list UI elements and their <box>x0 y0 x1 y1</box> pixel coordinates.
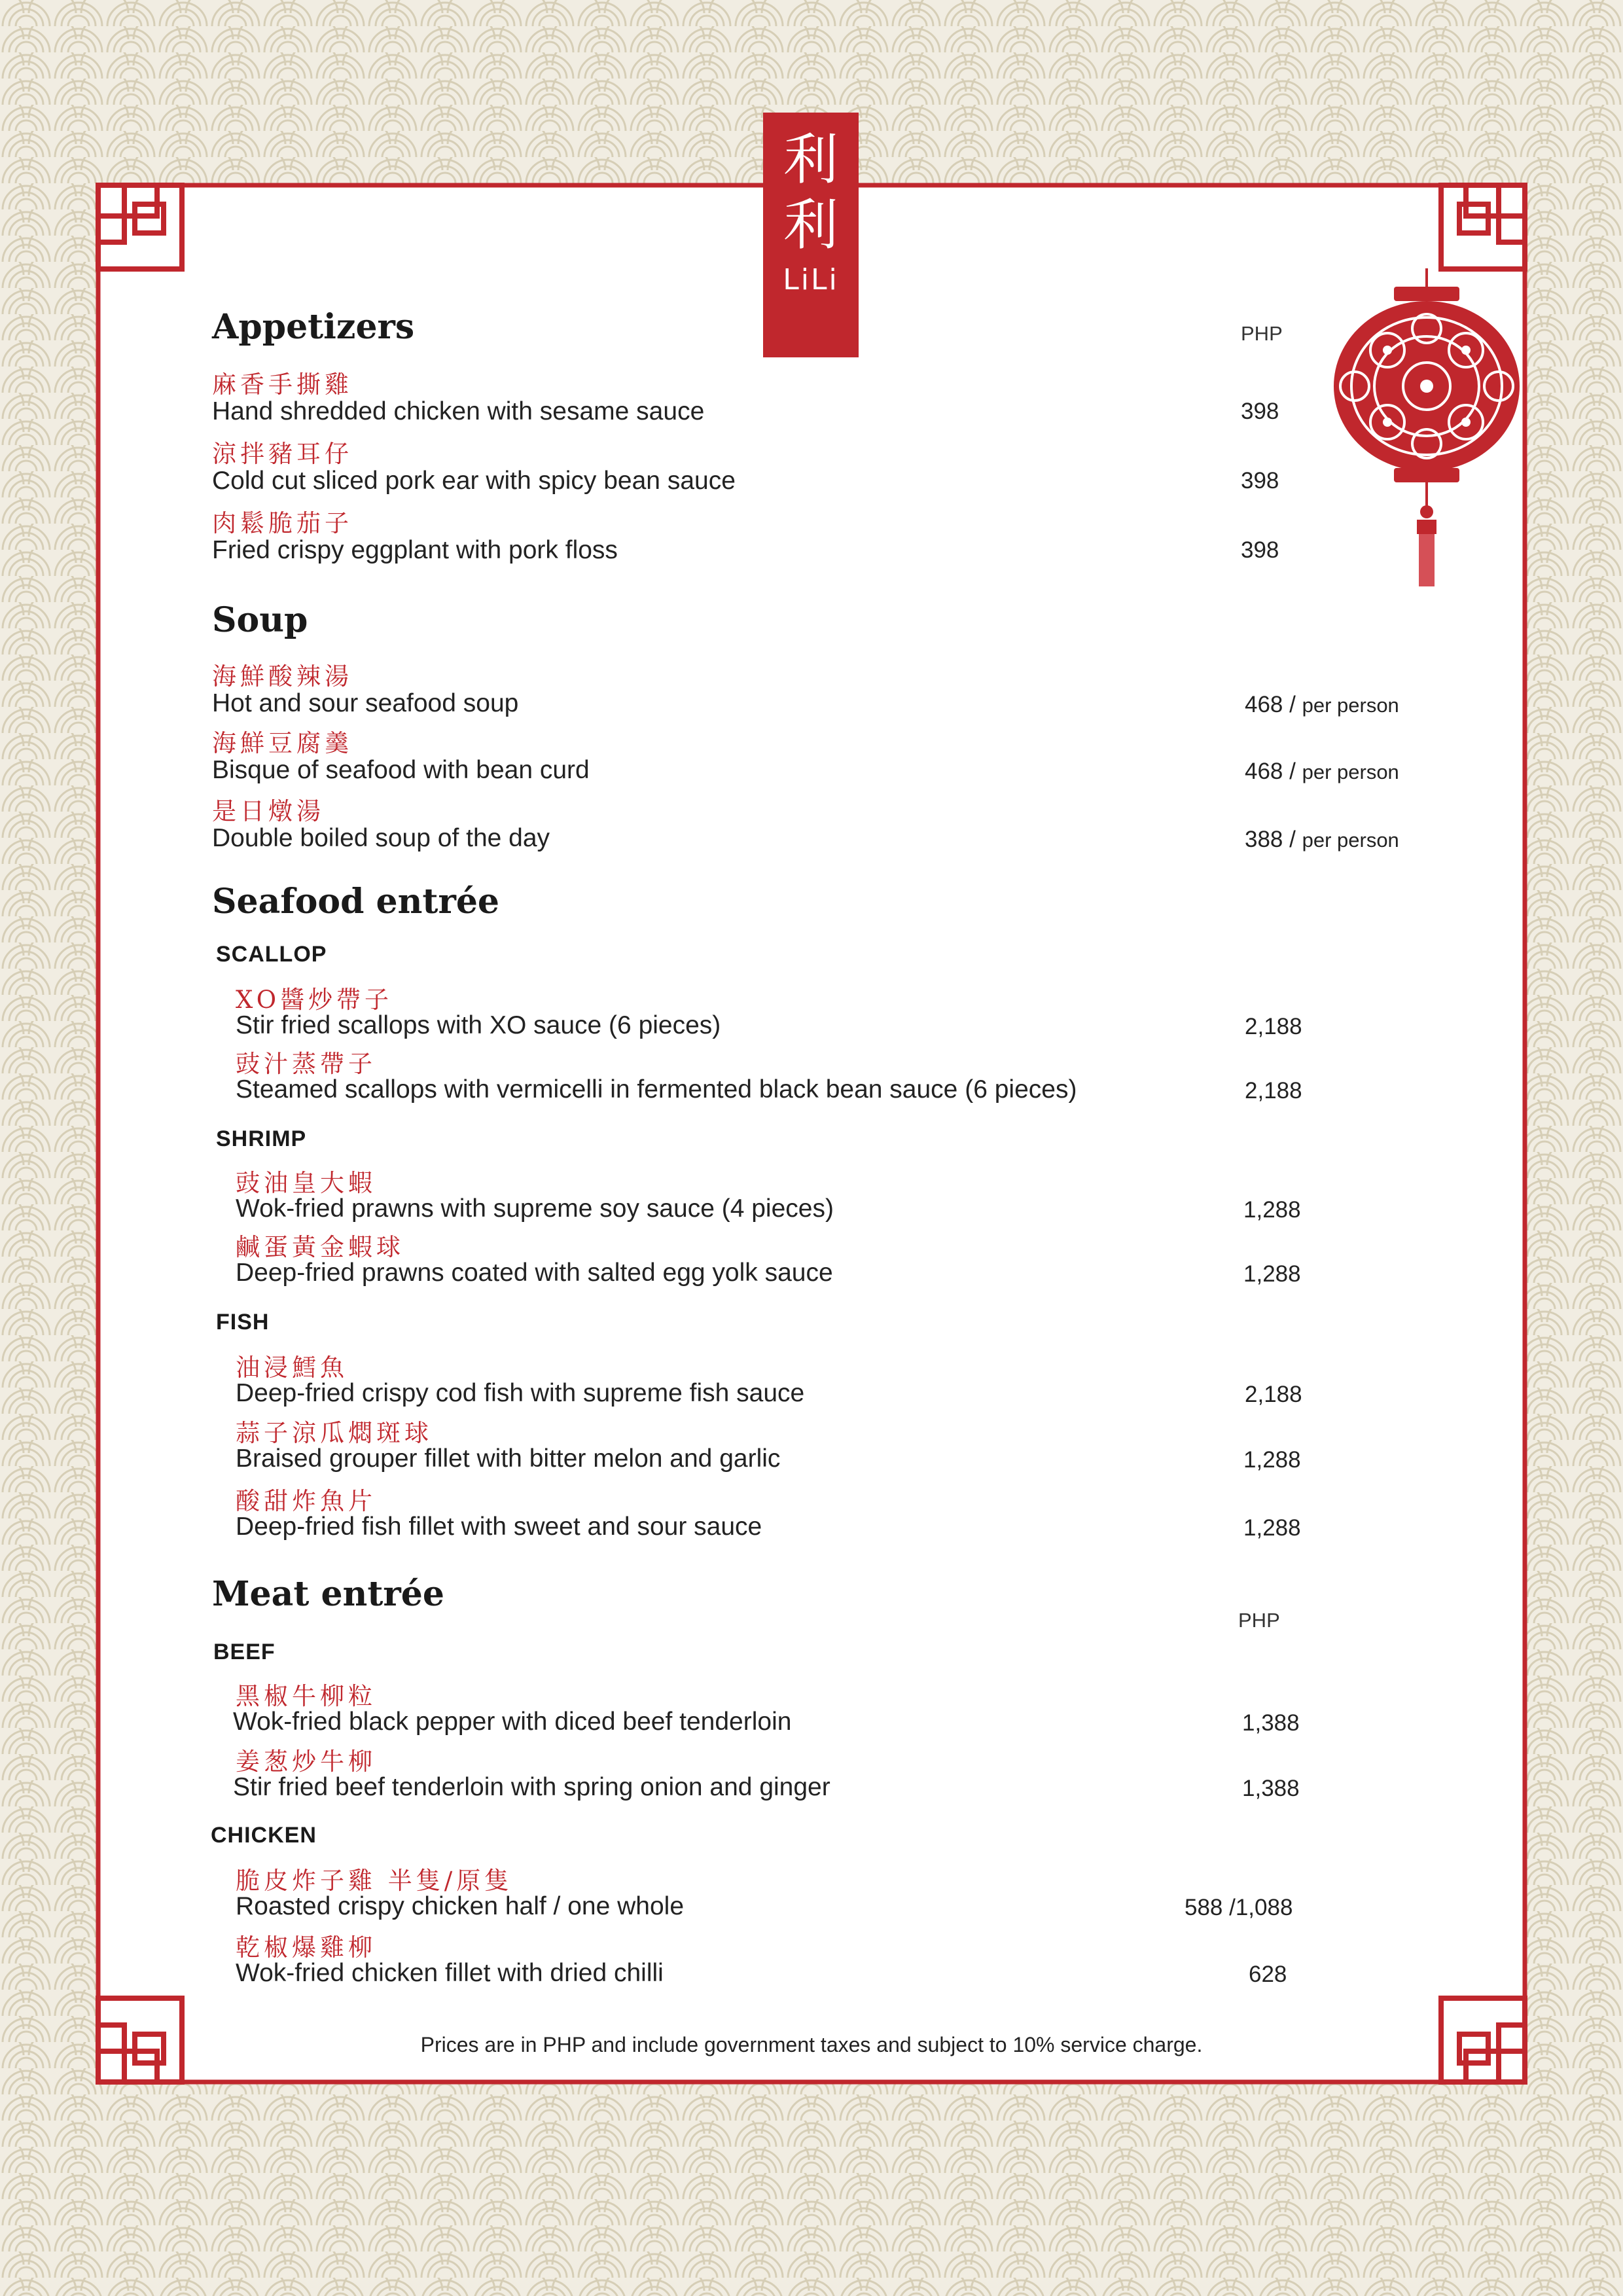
dish-english-name: Deep-fried crispy cod fish with supreme fish sauce <box>236 1379 805 1407</box>
dish-chinese-name: 鹹蛋黃金蝦球 <box>236 1233 404 1261</box>
dish-english-name: Wok-fried chicken fillet with dried chilli <box>236 1959 664 1987</box>
dish-chinese-name: 姜葱炒牛柳 <box>236 1748 376 1776</box>
dish-price: 1,288 <box>1243 1447 1301 1473</box>
lantern-icon <box>1329 268 1525 596</box>
brand-logo <box>763 113 859 357</box>
dish-chinese-name: 豉汁蒸帶子 <box>236 1050 376 1078</box>
section-title-soup: Soup <box>212 600 308 640</box>
subsection-title-scallop: SCALLOP <box>216 942 327 967</box>
dish-english-name: Deep-fried fish fillet with sweet and sour sauce <box>236 1513 762 1541</box>
dish-chinese-name: 黑椒牛柳粒 <box>236 1682 376 1710</box>
dish-chinese-name: 涼拌豬耳仔 <box>212 440 353 468</box>
dish-chinese-name: 油浸鱈魚 <box>236 1354 348 1382</box>
subsection-title-fish: FISH <box>216 1310 270 1335</box>
dish-english-name: Stir fried scallops with XO sauce (6 pieces) <box>236 1011 721 1039</box>
dish-price: 398 <box>1241 399 1279 424</box>
dish-price: 1,288 <box>1243 1197 1301 1223</box>
dish-price: 388 <box>1245 827 1283 852</box>
price-disclaimer: Prices are in PHP and include government taxes and subject to 10% service charge. <box>420 2033 1203 2056</box>
dish-price: 2,188 <box>1245 1382 1302 1407</box>
dish-price-per-person: 388 / per person <box>1245 827 1399 852</box>
dish-english-name: Bisque of seafood with bean curd <box>212 756 590 784</box>
dish-chinese-name: 脆皮炸子雞 半隻/原隻 <box>236 1867 513 1895</box>
logo-chinese-char-2: 利 <box>783 193 838 257</box>
dish-english-name: Braised grouper fillet with bitter melon and garlic <box>236 1444 781 1473</box>
dish-price: 1,388 <box>1242 1776 1300 1801</box>
section-title-seafood: Seafood entrée <box>212 882 500 922</box>
dish-chinese-name: XO醬炒帶子 <box>236 986 393 1014</box>
logo-name: LiLi <box>783 263 839 296</box>
currency-label: PHP <box>1241 322 1283 345</box>
dish-price: 398 <box>1241 537 1279 563</box>
dish-chinese-name: 是日燉湯 <box>212 797 325 825</box>
dish-english-name: Hot and sour seafood soup <box>212 689 519 717</box>
dish-price: 468 <box>1245 692 1283 717</box>
subsection-title-chicken: CHICKEN <box>211 1823 317 1848</box>
dish-price: 1,388 <box>1242 1710 1300 1736</box>
dish-chinese-name: 豉油皇大蝦 <box>236 1169 376 1197</box>
dish-price: 628 <box>1249 1962 1287 1987</box>
dish-price: 2,188 <box>1245 1078 1302 1103</box>
price-unit: per person <box>1302 694 1399 717</box>
subsection-title-beef: BEEF <box>213 1640 276 1664</box>
dish-chinese-name: 肉鬆脆茄子 <box>212 509 353 537</box>
dish-price: 398 <box>1241 468 1279 493</box>
dish-english-name: Roasted crispy chicken half / one whole <box>236 1892 685 1920</box>
dish-chinese-name: 乾椒爆雞柳 <box>236 1933 376 1962</box>
dish-price: 468 <box>1245 759 1283 784</box>
dish-english-name: Hand shredded chicken with sesame sauce <box>212 397 705 425</box>
dish-chinese-name: 海鮮酸辣湯 <box>212 662 353 691</box>
dish-english-name: Cold cut sliced pork ear with spicy bean sauce <box>212 467 736 495</box>
currency-label: PHP <box>1238 1609 1280 1632</box>
subsection-title-shrimp: SHRIMP <box>216 1126 307 1151</box>
dish-chinese-name: 酸甜炸魚片 <box>236 1487 376 1515</box>
section-title-meat: Meat entrée <box>212 1574 444 1614</box>
dish-english-name: Fried crispy eggplant with pork floss <box>212 536 618 564</box>
dish-english-name: Stir fried beef tenderloin with spring onion and ginger <box>233 1773 830 1801</box>
logo-chinese-char-1: 利 <box>783 128 838 192</box>
dish-price: 1,288 <box>1243 1515 1301 1541</box>
dish-chinese-name: 蒜子涼瓜燜斑球 <box>236 1419 433 1447</box>
dish-price-per-person: 468 / per person <box>1245 759 1399 784</box>
dish-english-name: Double boiled soup of the day <box>212 824 550 852</box>
dish-price-per-person: 468 / per person <box>1245 692 1399 717</box>
price-unit: per person <box>1302 829 1399 852</box>
dish-chinese-name: 麻香手撕雞 <box>212 370 353 399</box>
dish-english-name: Deep-fried prawns coated with salted egg yolk sauce <box>236 1259 833 1287</box>
dish-english-name: Steamed scallops with vermicelli in fermented black bean sauce (6 pieces) <box>236 1075 1077 1103</box>
dish-price: 2,188 <box>1245 1014 1302 1039</box>
dish-english-name: Wok-fried black pepper with diced beef tenderloin <box>233 1708 792 1736</box>
dish-english-name: Wok-fried prawns with supreme soy sauce (4 pieces) <box>236 1194 834 1223</box>
price-unit: per person <box>1302 761 1399 783</box>
dish-price: 588 /1,088 <box>1185 1895 1293 1920</box>
section-title-appetizers: Appetizers <box>212 307 415 347</box>
dish-price: 1,288 <box>1243 1261 1301 1287</box>
dish-chinese-name: 海鮮豆腐羹 <box>212 729 353 757</box>
